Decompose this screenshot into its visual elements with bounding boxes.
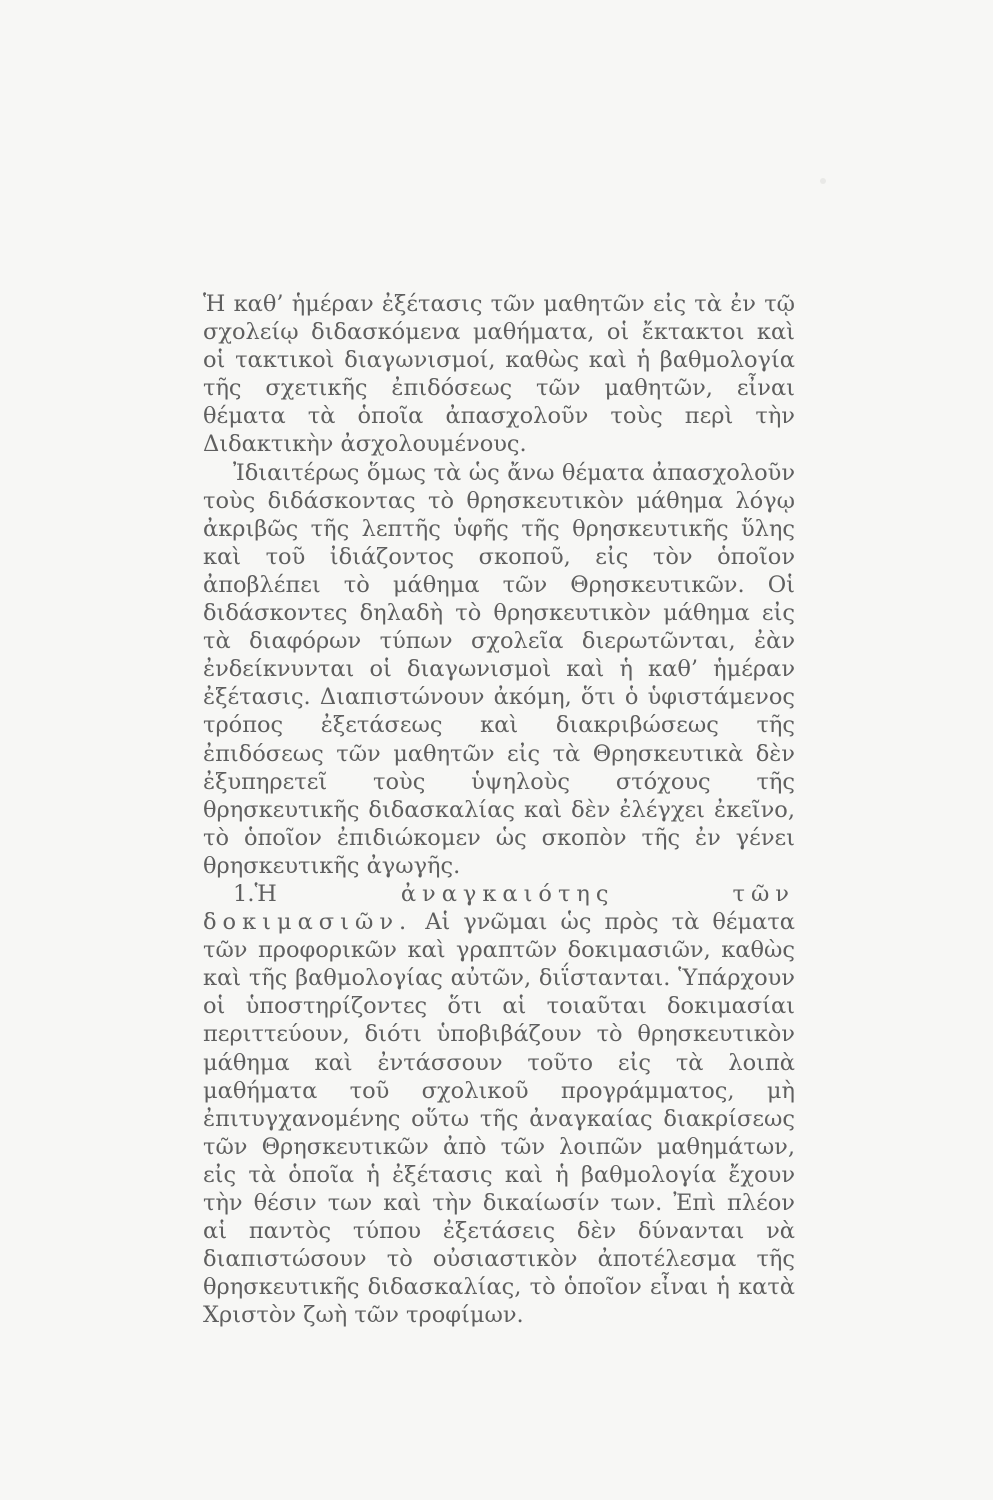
section-heading: Ἡ ἀναγκαιότης τῶν δοκιμασιῶν.	[203, 880, 795, 936]
section-text: Αἱ γνῶμαι ὡς πρὸς τὰ θέματα τῶν προφορικῶν καὶ γραπτῶν δοκιμασιῶν, καθὼς καὶ τῆς βαθμολογίας αὐτῶν, διΐστανται. Ὑπάρχουν οἱ ὑποστηρίζοντες ὅτι αἱ τοιαῦται δοκιμασίαι περιττεύουν, διότι ὑποβιβάζουν τὸ θρησκευτικὸν μάθημα καὶ ἐντάσσουν τοῦτο εἰς τὰ λοιπὰ μαθήματα τοῦ σχολικοῦ προγράμματος, μὴ ἐπιτυγχανομένης οὕτω τῆς ἀναγκαίας διακρίσεως τῶν Θρησκευτικῶν ἀπὸ τῶν λοιπῶν μαθημάτων, εἰς τὰ ὁποῖα ἡ ἐξέτασις καὶ ἡ βαθμολογία ἔχουν τὴν θέσιν των καὶ τὴν δικαίωσίν των. Ἐπὶ πλέον αἱ παντὸς τύπου ἐξετάσεις δὲν δύνανται νὰ διαπιστώσουν τὸ οὐσιαστικὸν ἀποτέλεσμα τῆς θρησκευτικῆς διδασκαλίας, τὸ ὁποῖον εἶναι ἡ κατὰ Χριστὸν ζωὴ τῶν τροφίμων.	[203, 909, 795, 1329]
body-text	[203, 290, 795, 1329]
paragraph-1: Ἡ καθ’ ἡμέραν ἐξέτασις τῶν μαθητῶν εἰς τὰ ἐν τῷ σχολείῳ διδασκόμενα μαθήματα, οἱ ἔκτακτοι καὶ οἱ τακτικοὶ διαγωνισμοί, καθὼς καὶ ἡ βαθμολογία τῆς σχετικῆς ἐπιδόσεως τῶν μαθητῶν, εἶναι θέματα τὰ ὁποῖα ἀπασχολοῦν τοὺς περὶ τὴν Διδακτικὴν ἀσχολουμένους.	[203, 291, 795, 458]
page-blemish	[820, 178, 826, 184]
paragraph-2: Ἰδιαιτέρως ὅμως τὰ ὡς ἄνω θέματα ἀπασχολοῦν τοὺς διδάσκοντας τὸ θρησκευτικὸν μάθημα λόγῳ ἀκριβῶς τῆς λεπτῆς ὑφῆς τῆς θρησκευτικῆς ὕλης καὶ τοῦ ἰδιάζοντος σκοποῦ, εἰς τὸν ὁποῖον ἀποβλέπει τὸ μάθημα τῶν Θρησκευτικῶν. Οἱ διδάσκοντες δηλαδὴ τὸ θρησκευτικὸν μάθημα εἰς τὰ διαφόρων τύπων σχολεῖα διερωτῶνται, ἐὰν ἐνδείκνυνται οἱ διαγωνισμοὶ καὶ ἡ καθ’ ἡμέραν ἐξέτασις. Διαπιστώνουν ἀκόμη, ὅτι ὁ ὑφιστάμενος τρόπος ἐξετάσεως καὶ διακριβώσεως τῆς ἐπιδόσεως τῶν μαθητῶν εἰς τὰ Θρησκευτικὰ δὲν ἐξυπηρετεῖ τοὺς ὑψηλοὺς στόχους τῆς θρησκευτικῆς διδασκαλίας καὶ δὲν ἐλέγχει ἐκεῖνο, τὸ ὁποῖον ἐπιδιώκομεν ὡς σκοπὸν τῆς ἐν γένει θρησκευτικῆς ἀγωγῆς.	[203, 459, 795, 879]
paragraph-3	[203, 880, 795, 1330]
section-number: 1.	[233, 880, 255, 907]
